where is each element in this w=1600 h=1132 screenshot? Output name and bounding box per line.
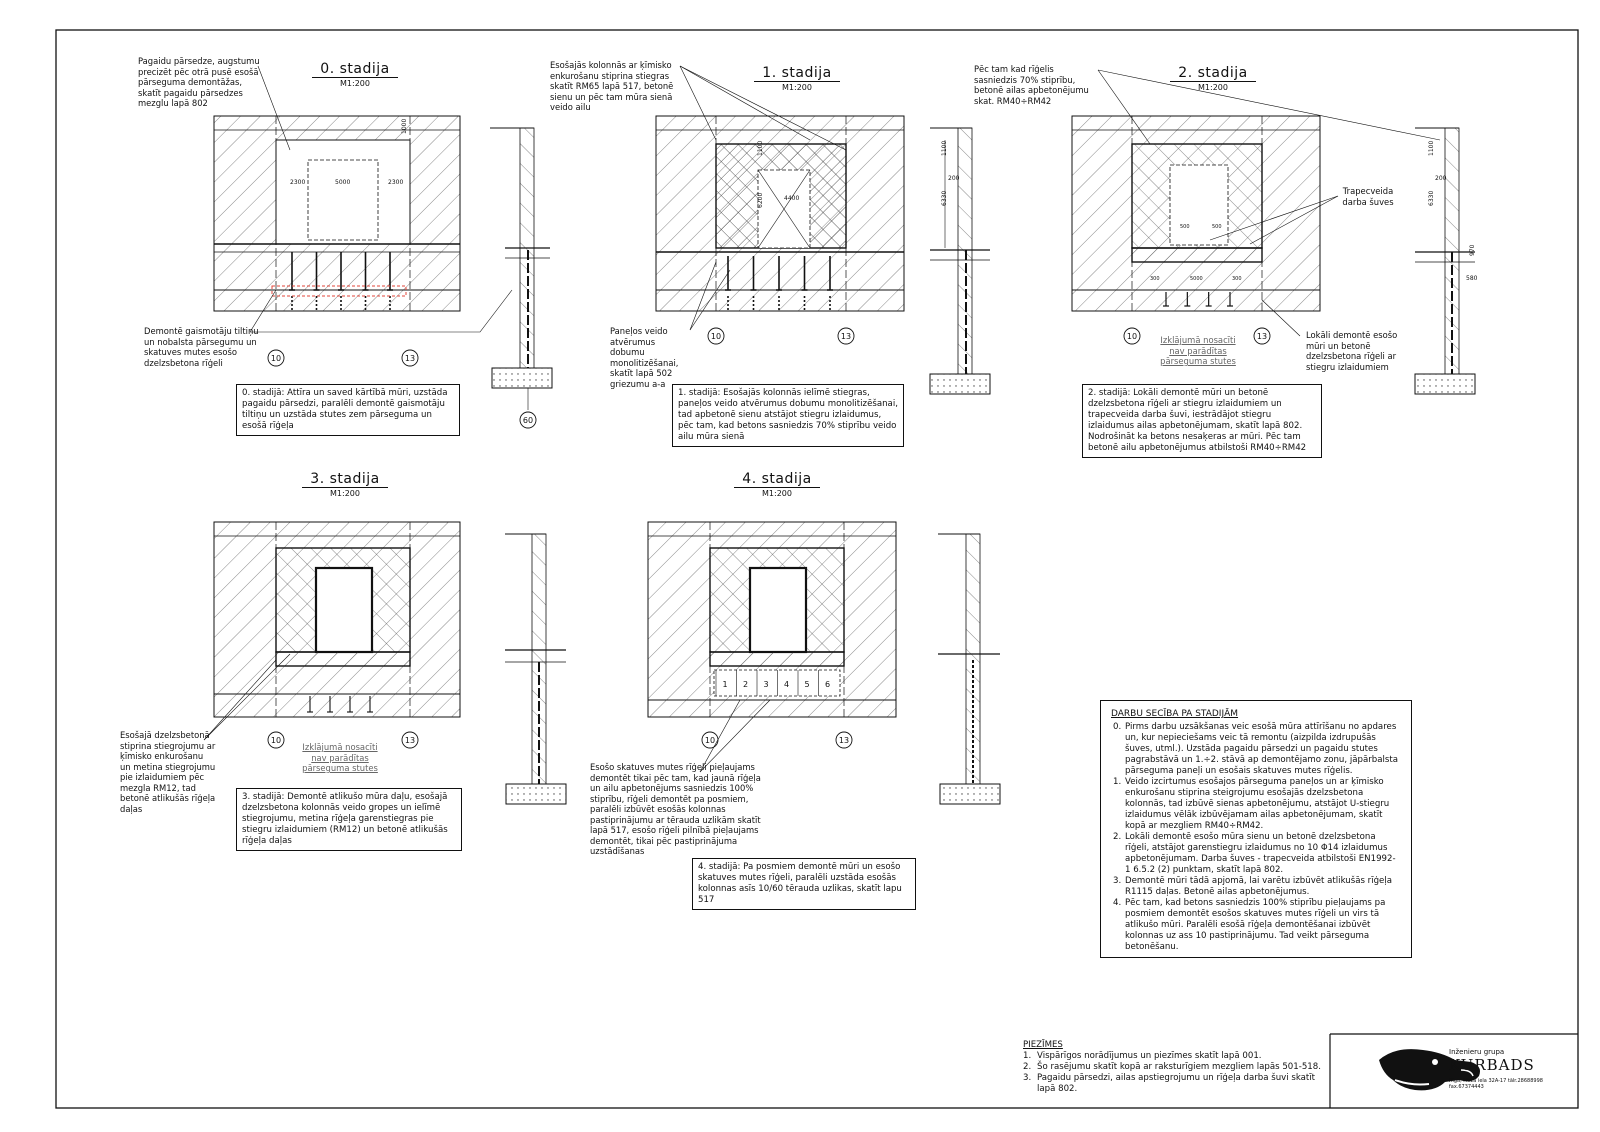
stage-0-elevation — [214, 116, 460, 312]
dim-300-left: 300 — [1150, 276, 1160, 282]
stage-4-elevation — [648, 522, 896, 717]
note-demolish-beam: Esošo skatuves mutes rīģeli pieļaujams demontēt tikai pēc tam, kad jaunā rīģeļa un ailu apbetonējums sasniedzis 100% stiprību, rīģeli demontēt pa posmiem, paralēli izbūvēt esošās kolonnas pastiprinājumu ar tērauda uzlikām skatīt lapā 517, esošo rīģeli pilnībā pieļaujams demontēt, tikai pēc pastiprinājuma uzstādīšanas — [590, 762, 761, 856]
note-item: 2. Šo rasējumu skatīt kopā ar raksturīgiem mezgliem lapās 501-518. — [1023, 1062, 1321, 1072]
sec1-dim-6330: 6330 — [941, 190, 948, 206]
notes-heading: PIEZĪMES — [1023, 1040, 1063, 1050]
stage-4-title — [722, 468, 832, 498]
stage-4-box: 4. stadijā: Pa posmiem demontē mūri un esošo skatuves mutes rīģeli, paralēli uzstāda esošās kolonnas asīs 10/60 tērauda uzlikas, skatīt lapu 517 — [692, 858, 916, 910]
dim-500-right: 500 — [1212, 224, 1222, 230]
dim-500-left: 500 — [1180, 224, 1190, 230]
logo-tagline: Inženieru grupa — [1449, 1048, 1505, 1056]
dim-2300-right: 2300 — [388, 179, 404, 186]
segment-label: 2 — [742, 680, 749, 689]
stage-2-scale: M1:200 — [1198, 83, 1228, 92]
work-step: 2. Lokāli demontē esošo mūra sienu un betonē dzelzsbetona rīģeli, atstājot garenstiegru izlaidumus no 10 Φ14 izlaidumus apbetonējumam. Darba šuves - trapecveida atbilstoši EN1992-1 6.5.2 (2) punktam, skatīt lapā 802. — [1113, 832, 1396, 875]
axis-label: 13 — [404, 354, 416, 363]
dim-300-right: 300 — [1232, 276, 1242, 282]
stage-0-title — [300, 58, 410, 88]
dim-6200: 6200 — [757, 192, 764, 208]
stage-0-title-text: 0. stadija — [312, 61, 397, 78]
stage-2-title — [1158, 62, 1268, 92]
note-temp-lintel: Pagaidu pārsedze, augstumu precizēt pēc otrā pusē esošā pārseguma demontāžas, skatīt pagaidu pārsedzes mezglu lapā 802 — [138, 56, 260, 108]
dim-5000: 5000 — [335, 179, 351, 186]
stage-1-elevation — [656, 116, 904, 312]
stage-1-section — [930, 128, 990, 394]
stage-2-title-text: 2. stadija — [1170, 65, 1255, 82]
stage-1-title — [742, 62, 852, 92]
sec2-dim-580: 580 — [1466, 275, 1478, 282]
stage-3-section — [505, 534, 566, 804]
sec1-dim-200: 200 — [948, 175, 960, 182]
stage-3-title — [290, 468, 400, 498]
axis-label: 10 — [704, 736, 716, 745]
stage-4-title-text: 4. stadija — [734, 471, 819, 488]
work-step: 3. Demontē mūri tādā apjomā, lai varētu izbūvēt atlikušās rīģeļa R1115 daļas. Betonē ailas apbetonējumus. — [1113, 876, 1393, 897]
dim-4400: 4400 — [784, 195, 800, 202]
segment-label: 3 — [763, 680, 769, 689]
stage-1-title-text: 1. stadija — [754, 65, 839, 82]
stage-2-elevation — [1072, 116, 1320, 311]
segment-label: 5 — [804, 680, 810, 689]
kurbads-logo — [1329, 1034, 1579, 1108]
logo-name: KURBADS — [1449, 1056, 1535, 1074]
work-sequence-box — [1100, 700, 1412, 958]
work-step: 1. Veido izcirtumus esošajos pārseguma paneļos un ar ķīmisko enkurošanu stiprina steigrojumu esošajās dzelzsbetona kolonnās, tad izbūvē sienas apbetonējumu, atstājot U-stiegru izlaidumus vēlāk izbūvējamam ailas apbetonējumam, skatīt kopā ar mezgliem RM40÷RM42. — [1113, 777, 1390, 831]
stage-4-section — [938, 534, 1000, 804]
axis-label: 13 — [840, 332, 852, 341]
logo-address: Rīga, Meža iela 32A-17 tālr.28688998 fax.67374443 — [1449, 1078, 1543, 1090]
segment-label: 1 — [722, 680, 728, 689]
work-step: 0. Pirms darbu uzsākšanas veic esošā mūra attīrīšanu no apdares un, kur nepieciešams veic tā remontu (aizpilda izdrupušās šuves, utml.). Uzstāda pagaidu pārsedzi un pagaidu stutes pagrabstāvā un 1.÷2. stāvā ap demontējamo zonu, jāpārbalsta pārseguma paneļi un esošais skatuves mutes rīģelis. — [1113, 722, 1398, 776]
axis-label: 13 — [404, 736, 416, 745]
stage-4-scale: M1:200 — [762, 489, 792, 498]
axis-label: 13 — [1256, 332, 1268, 341]
note-props-hidden-s3: Izklājumā nosacīti nav parādītas pārseguma stutes — [302, 742, 378, 773]
dim-2300-left: 2300 — [290, 179, 306, 186]
stage-0-box: 0. stadijā: Attīra un saved kārtībā mūri, uzstāda pagaidu pārsedzi, paralēli demontē gaismotāju tiltiņu un uzstāda stutes zem pārseguma un esošā rīģeļa — [236, 384, 460, 436]
note-rm12: Esošajā dzelzsbetonā stiprina stiegrojumu ar ķīmisko enkurošanu un metina stiegrojumu pie izlaidumiem pēc mezgla RM12, tad betonē atlikušās rīģeļa daļas — [120, 730, 216, 814]
dim-5000: 5000 — [1190, 276, 1203, 282]
axis-label: 10 — [270, 736, 282, 745]
dim-1100: 1100 — [757, 140, 764, 156]
stage-1-scale: M1:200 — [782, 83, 812, 92]
note-props-hidden-s2: Izklājumā nosacīti nav parādītas pārseguma stutes — [1160, 335, 1236, 366]
segment-label: 6 — [824, 680, 831, 689]
stage-0-section — [490, 128, 552, 428]
note-trapezoid-joints: Trapecveida darba šuves — [1342, 186, 1394, 207]
sec2-dim-1100: 1100 — [1428, 140, 1435, 156]
dim-1000: 1000 — [401, 118, 408, 134]
note-after-70: Pēc tam kad rīģelis sasniedzis 70% stiprību, betonē ailas apbetonējumu skat. RM40÷RM42 — [974, 64, 1089, 106]
notes-block — [1023, 1040, 1323, 1095]
axis-label: 13 — [838, 736, 850, 745]
sec2-dim-200: 200 — [1435, 175, 1447, 182]
segment-label: 4 — [783, 680, 790, 689]
note-item: 3. Pagaidu pārsedzi, ailas apstiegrojumu un rīģeļa darba šuvi skatīt lapā 802. — [1023, 1073, 1316, 1094]
sec2-dim-6330: 6330 — [1428, 190, 1435, 206]
stage-1-box: 1. stadijā: Esošajās kolonnās ielīmē stiegras, paneļos veido atvērumus dobumu monolitizēšanai, tad apbetonē sienu atstājot stiegru izlaidumus, pēc tam, kad betons sasniedzis 70% stiprību veido ailu mūra sienā — [672, 384, 904, 447]
axis-label: 10 — [270, 354, 282, 363]
work-step: 4. Pēc tam, kad betons sasniedzis 100% stiprību pieļaujams pa posmiem demontēt esošos skatuves mutes rīģeli un virs tā atlikušo mūri. Paralēli esošā rīģeļa demontēšanai izbūvēt kolonnas uz ass 10 pastiprinājumu. Tad veikt pārseguma betonēšanu. — [1113, 898, 1386, 952]
note-local-demolish: Lokāli demontē esošo mūri un betonē dzelzsbetona rīģeli ar stiegru izlaidumiem — [1306, 330, 1398, 372]
sec1-dim-1100: 1100 — [941, 140, 948, 156]
note-item: 1. Vispārīgos norādījumus un piezīmes skatīt lapā 001. — [1023, 1051, 1262, 1061]
note-remove-bridge: Demontē gaismotāju tiltiņu un nobalsta pārsegumu un skatuves mutes esošo dzelzsbetona rīģeli — [144, 326, 259, 368]
stage-3-title-text: 3. stadija — [302, 471, 387, 488]
axis-label: 10 — [710, 332, 722, 341]
note-chem-anchor: Esošajās kolonnās ar ķīmisko enkurošanu stiprina stiegras skatīt RM65 lapā 517, betonē sienu un pēc tam mūra sienā veido ailu — [550, 60, 674, 112]
sec2-dim-970: 970 — [1469, 244, 1476, 256]
note-panel-openings: Paneļos veido atvērumus dobumu monolitizēšanai, skatīt lapā 502 griezumu a-a — [610, 326, 679, 389]
stage-3-scale: M1:200 — [330, 489, 360, 498]
stage-0-scale: M1:200 — [340, 79, 370, 88]
axis-60-label: 60 — [522, 416, 534, 425]
stage-2-section — [1415, 128, 1478, 394]
stage-3-box: 3. stadijā: Demontē atlikušo mūra daļu, esošajā dzelzsbetona kolonnās veido gropes un ielīmē stiegrojumu, metina rīģeļa garenstiegras pie stiegru izlaidumiem (RM12) un betonē atlikušās rīģeļa daļas — [236, 788, 462, 851]
work-sequence-heading: DARBU SECĪBA PA STADIJĀM — [1111, 709, 1239, 719]
axis-label: 10 — [1126, 332, 1138, 341]
stage-2-box: 2. stadijā: Lokāli demontē mūri un betonē dzelzsbetona rīģeli ar stiegru izlaidumiem un trapecveida darba šuvi, iestrādājot stiegru izlaidumus ailas apbetonējumam, skatīt lapā 802. Nodrošināt ka betons nesaķeras ar mūri. Pēc tam betonē ailu apbetonējumus atbilstoši RM40÷RM42 — [1082, 384, 1322, 458]
